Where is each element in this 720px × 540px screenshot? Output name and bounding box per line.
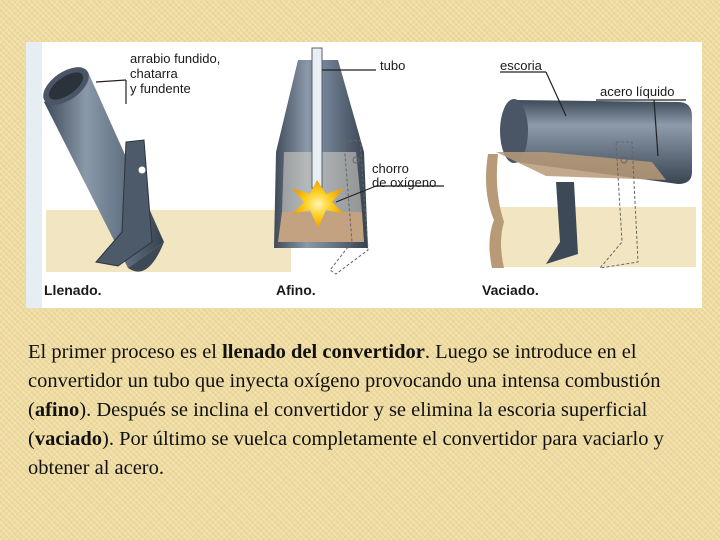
para-bold-filling: llenado del convertidor [222, 341, 425, 363]
converter-illustration [26, 42, 702, 308]
label-oxygen-line2: de oxígeno [372, 175, 437, 190]
caption-filling: Llenado. [44, 282, 102, 298]
description-paragraph [28, 338, 698, 483]
caption-pouring: Vaciado. [482, 282, 539, 298]
label-material-line3: y fundente [130, 81, 191, 96]
label-material-line2: chatarra [130, 66, 178, 81]
label-liquid-steel: acero líquido [600, 84, 675, 99]
label-slag: escoria [500, 58, 542, 73]
background-page-margin [26, 42, 42, 308]
para-text-2: . Luego se introduce en el convertidor un tubo que inyecta oxígeno provocando una intensa combustión ( [28, 341, 661, 421]
ground-panel-3 [496, 207, 696, 267]
converter-diagram [26, 42, 702, 308]
label-oxygen-line1: chorro [372, 161, 409, 176]
para-bold-pouring: vaciado [34, 428, 103, 450]
caption-refining: Afino. [276, 282, 316, 298]
label-material-line1: arrabio fundido, [130, 51, 221, 66]
para-bold-refining: afino [34, 399, 80, 421]
ground-panel-1 [46, 210, 291, 272]
para-text-3: ). Después se inclina el convertidor y se elimina la escoria superficial ( [28, 399, 648, 450]
oxygen-tube [312, 48, 322, 188]
label-tube: tubo [380, 58, 406, 73]
para-text-4: ). Por último se vuelca completamente el convertidor para vaciarlo y obtener al acero. [28, 428, 664, 479]
para-text-1: El primer proceso es el [28, 341, 223, 363]
